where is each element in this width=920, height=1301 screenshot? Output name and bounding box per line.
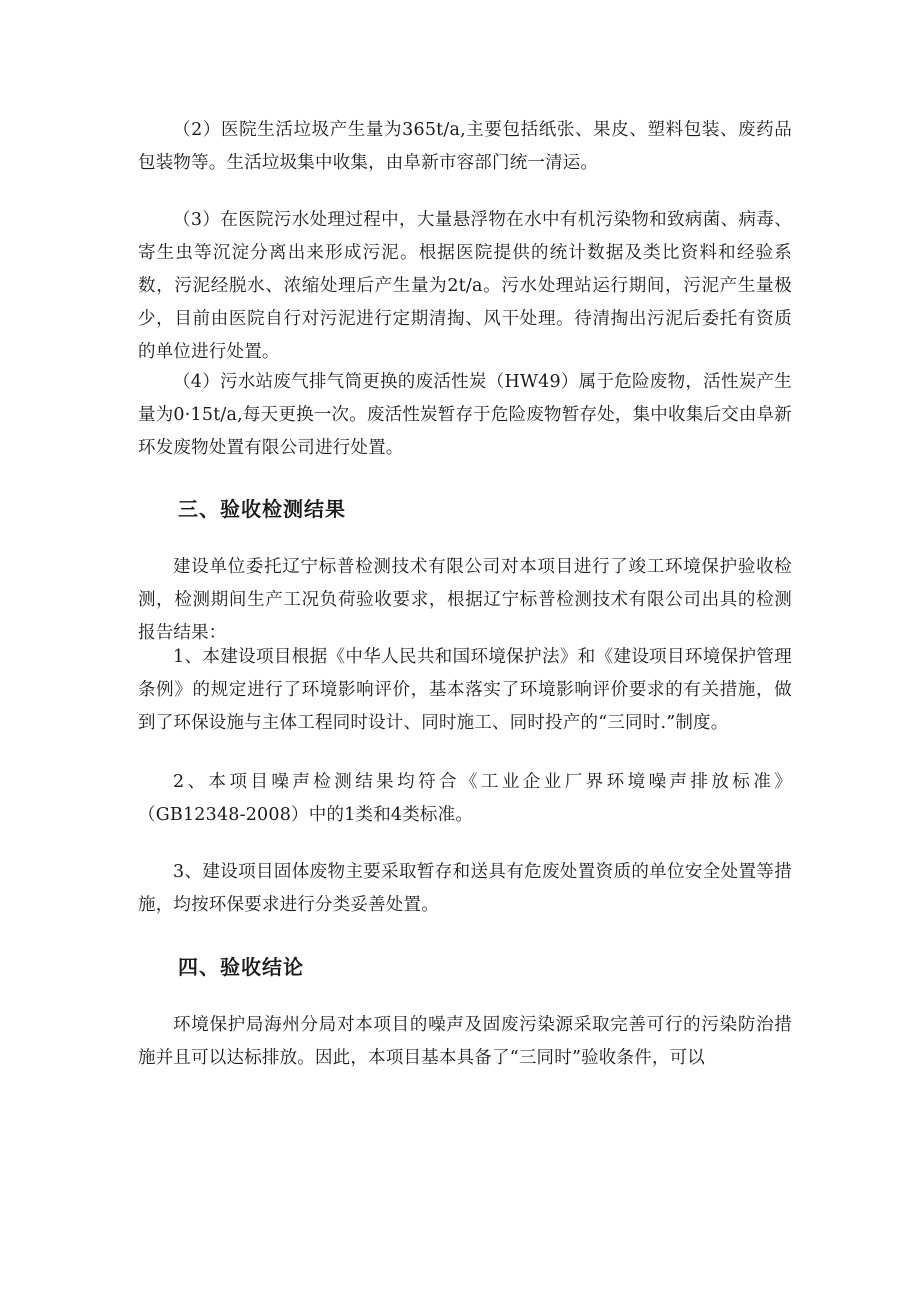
list-item-result-2: 2、本项目噪声检测结果均符合《工业企业厂界环境噪声排放标准》（GB12348-2008）中的1类和4类标准。: [138, 772, 792, 825]
paragraph-activated-carbon: （4）污水站废气排气筒更换的废活性炭（HW49）属于危险废物，活性炭产生量为0·15t/a,每天更换一次。废活性炭暂存于危险废物暂存处，集中收集后交由阜新环发废物处置有限公司进行处置。: [138, 372, 792, 458]
paragraph-sludge: （3）在医院污水处理过程中，大量悬浮物在水中有机污染物和致病菌、病毒、寄生虫等沉淀分离出来形成污泥。根据医院提供的统计数据及类比资料和经验系数，污泥经脱水、浓缩处理后产生量为2t/a。污水处理站运行期间，污泥产生量极少，目前由医院自行对污泥进行定期清掏、风干处理。待清掏出污泥后委托有资质的单位进行处置。: [138, 210, 792, 362]
section-heading-inspection-results: 三、验收检测结果: [178, 497, 346, 521]
paragraph-domestic-waste: （2）医院生活垃圾产生量为365t/a,主要包括纸张、果皮、塑料包装、废药品包装物等。生活垃圾集中收集，由阜新市容部门统一清运。: [138, 120, 792, 173]
list-item-result-1: 1、本建设项目根据《中华人民共和国环境保护法》和《建设项目环境保护管理条例》的规定进行了环境影响评价，基本落实了环境影响评价要求的有关措施，做到了环保设施与主体工程同时设计、同时施工、同时投产的“三同时.”制度。: [138, 647, 792, 733]
section-heading-conclusion: 四、验收结论: [178, 955, 304, 979]
paragraph-inspection-intro: 建设单位委托辽宁标普检测技术有限公司对本项目进行了竣工环境保护验收检测，检测期间生产工况负荷验收要求，根据辽宁标普检测技术有限公司出具的检测报告结果：: [138, 557, 792, 643]
list-item-result-3: 3、建设项目固体废物主要采取暂存和送具有危废处置资质的单位安全处置等措施，均按环保要求进行分类妥善处置。: [138, 862, 792, 915]
paragraph-conclusion: 环境保护局海州分局对本项目的噪声及固废污染源采取完善可行的污染防治措施并且可以达标排放。因此，本项目基本具备了“三同时”验收条件，可以: [138, 1015, 792, 1068]
